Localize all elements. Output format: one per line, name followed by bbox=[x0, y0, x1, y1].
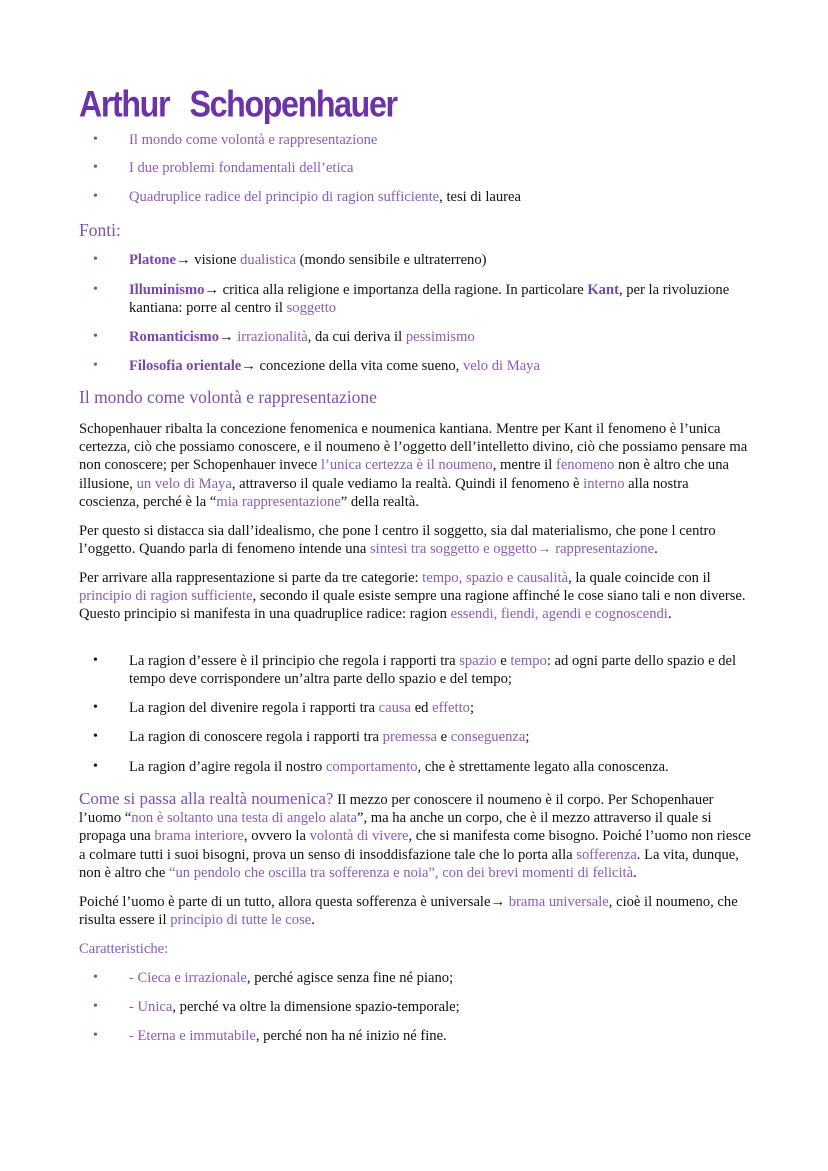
document-title: Arthur Schopenhauer bbox=[79, 84, 397, 125]
text: e bbox=[496, 653, 511, 669]
highlighted-text: principio di ragion sufficiente bbox=[79, 588, 253, 605]
highlighted-text: sintesi tra soggetto e oggetto→ rappresentazione bbox=[369, 541, 655, 558]
text: → concezione della vita come sueno, bbox=[241, 358, 463, 374]
paragraph bbox=[79, 940, 751, 958]
highlighted-text: tempo bbox=[510, 653, 547, 669]
highlighted-text: Caratteristiche: bbox=[79, 941, 169, 957]
text: → critica alla religione e importanza della ragione. In particolare bbox=[204, 282, 588, 298]
text: , perché non ha né inizio né fine. bbox=[255, 1028, 447, 1044]
paragraph bbox=[79, 420, 751, 511]
text: La ragion del divenire regola i rapporti tra bbox=[129, 700, 379, 716]
text: , perché va oltre la dimensione spazio-temporale; bbox=[172, 999, 460, 1015]
text: → bbox=[219, 329, 238, 345]
highlighted-text: Platone bbox=[129, 252, 177, 268]
list-item bbox=[93, 357, 749, 375]
text: ; bbox=[469, 700, 475, 716]
text: , che si manifesta come bisogno. Poiché l’uomo non riesce a colmare tutti i suoi bisogni, prova un senso di insoddisfazione tale che lo porta alla bbox=[79, 828, 751, 863]
highlighted-text: comportamento bbox=[325, 759, 418, 775]
highlighted-text: principio di tutte le cose bbox=[170, 912, 312, 929]
text: , attraverso il quale vediamo la realtà. Quindi il fenomeno è bbox=[231, 475, 584, 492]
highlighted-text: non è soltanto una testa di angelo alata bbox=[131, 810, 358, 827]
highlighted-text: pessimismo bbox=[405, 329, 475, 345]
highlighted-text: interno bbox=[583, 475, 625, 492]
highlighted-text: premessa bbox=[382, 729, 437, 745]
highlighted-text: - Eterna e immutabile bbox=[129, 1028, 256, 1044]
text: : ad ogni parte dello spazio e del tempo deve corrispondere un’altra parte dello spazio e del tempo; bbox=[129, 653, 737, 688]
bullet-icon: • bbox=[93, 759, 98, 774]
highlighted-text: Il mondo come volontà e rappresentazione bbox=[129, 132, 378, 148]
highlighted-text: essendi, fiendi, agendi e cognoscendi bbox=[450, 606, 668, 623]
text: Il mezzo per conoscere il noumeno è il corpo. Per Schopenhauer l’uomo “ bbox=[79, 792, 714, 827]
text: ed bbox=[411, 700, 433, 716]
text: Poiché l’uomo è parte di un tutto, allora questa sofferenza è universale→ bbox=[79, 894, 509, 910]
text: . bbox=[311, 912, 315, 929]
section-heading bbox=[79, 221, 751, 239]
text: , la quale coincide con il bbox=[568, 570, 711, 586]
highlighted-text: velo di Maya bbox=[462, 358, 540, 374]
highlighted-text: volontà di vivere bbox=[309, 828, 409, 845]
bullet-icon: • bbox=[93, 970, 98, 985]
bullet-icon: • bbox=[93, 132, 98, 147]
paragraph bbox=[79, 893, 751, 929]
text: ; bbox=[525, 729, 530, 745]
list-item bbox=[93, 188, 749, 206]
paragraph bbox=[79, 522, 751, 558]
text: non è altro che una illusione, bbox=[79, 457, 729, 492]
bullet-icon: • bbox=[93, 1028, 98, 1043]
text: e bbox=[436, 729, 451, 745]
text: La ragion di conoscere regola i rapporti tra bbox=[129, 729, 383, 745]
list-item bbox=[93, 652, 749, 688]
highlighted-text: Illuminismo bbox=[129, 282, 205, 298]
highlighted-text: brama interiore bbox=[154, 828, 244, 845]
bullet-icon: • bbox=[93, 999, 98, 1014]
highlighted-text: spazio bbox=[459, 653, 497, 669]
bullet-icon: • bbox=[93, 282, 98, 297]
highlighted-text: - Cieca e irrazionale bbox=[129, 970, 247, 986]
text: Fonti: bbox=[79, 220, 121, 240]
list-item bbox=[93, 728, 749, 746]
highlighted-text: mia rappresentazione bbox=[216, 493, 341, 510]
highlighted-text: - Unica bbox=[129, 999, 173, 1015]
highlighted-text: Filosofia orientale bbox=[129, 358, 242, 374]
highlighted-text: sofferenza bbox=[576, 846, 637, 863]
text: Per questo si distacca sia dall’idealismo, che pone l centro il soggetto, sia dal materialismo, che pone l centro l’oggetto. Quando parla di fenomeno intende una bbox=[79, 523, 716, 558]
text: La ragion d’essere è il principio che regola i rapporti tra bbox=[129, 653, 460, 669]
highlighted-text: tempo, spazio e causalità bbox=[422, 570, 569, 586]
highlighted-text: Quadruplice radice del principio di ragion sufficiente bbox=[129, 189, 440, 205]
text: La ragion d’agire regola il nostro bbox=[129, 759, 326, 775]
text: . bbox=[654, 541, 658, 558]
highlighted-text: Kant bbox=[587, 282, 619, 298]
list-item bbox=[93, 998, 749, 1016]
text: Schopenhauer ribalta la concezione fenomenica e noumenica kantiana. Mentre per Kant il fenomeno è l’unica certezza, ciò che possiamo conoscere, e il noumeno è l’oggetto dell’intelletto divino, ciò che possiamo pensare ma non conoscere; per Schopenhauer invece bbox=[79, 421, 748, 474]
highlighted-text: l’unica certezza è il noumeno bbox=[320, 457, 493, 474]
paragraph bbox=[79, 569, 751, 624]
list-item bbox=[93, 328, 749, 346]
list-item bbox=[93, 251, 749, 269]
text: , ovvero la bbox=[243, 828, 310, 845]
bullet-icon: • bbox=[93, 700, 98, 715]
text: , perché agisce senza fine né piano; bbox=[246, 970, 454, 986]
highlighted-text: un velo di Maya bbox=[136, 475, 232, 492]
text: Il mondo come volontà e rappresentazione bbox=[79, 387, 377, 407]
highlighted-text: I due problemi fondamentali dell’etica bbox=[129, 160, 354, 176]
text: . bbox=[633, 864, 637, 881]
text: , che è strettamente legato alla conoscenza. bbox=[417, 759, 669, 775]
text: ” della realtà. bbox=[340, 493, 419, 510]
list-item bbox=[93, 969, 749, 987]
highlighted-text: conseguenza bbox=[450, 729, 526, 745]
text: . La vita, dunque, non è altro che bbox=[79, 846, 739, 881]
bullet-icon: • bbox=[93, 252, 98, 267]
list-item bbox=[93, 159, 749, 177]
text: , per la rivoluzione kantiana: porre al centro il bbox=[129, 282, 730, 317]
text: alla nostra coscienza, perché è la “ bbox=[79, 475, 689, 510]
paragraph bbox=[79, 790, 751, 882]
text: ”, ma ha anche un corpo, che è il mezzo attraverso il quale si propaga una bbox=[79, 810, 712, 845]
text: , cioè il noumeno, che risulta essere il bbox=[79, 894, 738, 929]
highlighted-text: brama universale bbox=[508, 894, 609, 910]
bullet-icon: • bbox=[93, 160, 98, 175]
text: Per arrivare alla rappresentazione si parte da tre categorie: bbox=[79, 570, 423, 586]
highlighted-text: Come si passa alla realtà noumenica? bbox=[79, 789, 334, 808]
bullet-icon: • bbox=[93, 189, 98, 204]
text: , mentre il bbox=[492, 457, 556, 474]
text: , tesi di laurea bbox=[439, 189, 521, 205]
highlighted-text: causa bbox=[378, 700, 412, 716]
bullet-icon: • bbox=[93, 729, 98, 744]
highlighted-text: irrazionalità bbox=[237, 329, 308, 345]
highlighted-text: “un pendolo che oscilla tra sofferenza e noia”, con dei brevi momenti di felicità bbox=[168, 864, 634, 881]
highlighted-text: soggetto bbox=[286, 300, 337, 317]
highlighted-text: Romanticismo bbox=[129, 329, 219, 345]
list-item bbox=[93, 131, 749, 149]
text: . bbox=[667, 606, 672, 623]
bullet-icon: • bbox=[93, 653, 98, 668]
highlighted-text: effetto bbox=[432, 700, 470, 716]
text: (mondo sensibile e ultraterreno) bbox=[296, 252, 487, 268]
highlighted-text: fenomeno bbox=[555, 457, 615, 474]
bullet-icon: • bbox=[93, 329, 98, 344]
text: , secondo il quale esiste sempre una ragione affinché le cose siano tali e non diverse. Questo principio si manifesta in una quadruplice radice: ragion bbox=[79, 588, 746, 623]
text: , da cui deriva il bbox=[307, 329, 406, 345]
text: → visione bbox=[176, 252, 241, 268]
list-item bbox=[93, 758, 749, 776]
list-item bbox=[93, 281, 749, 317]
bullet-icon: • bbox=[93, 358, 98, 373]
list-item bbox=[93, 1027, 749, 1045]
highlighted-text: dualistica bbox=[240, 252, 297, 268]
list-item bbox=[93, 699, 749, 717]
section-heading bbox=[79, 388, 751, 406]
